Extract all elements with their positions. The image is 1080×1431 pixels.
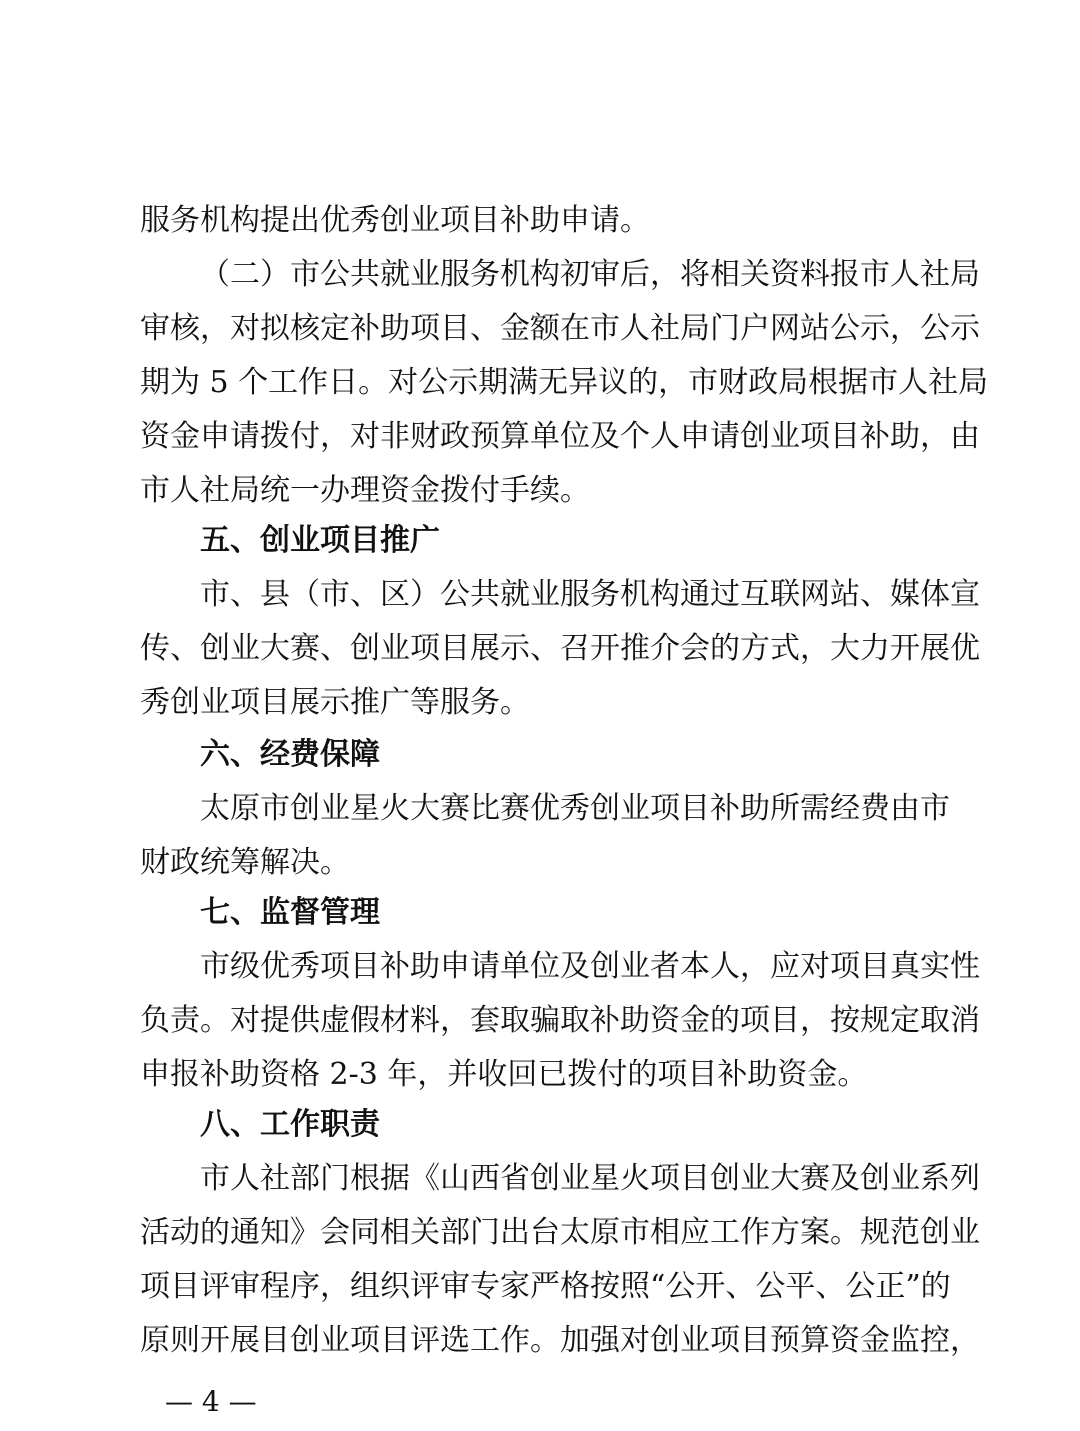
section-heading-8: 八、工作职责 <box>200 1107 380 1142</box>
paragraph-line: 传、创业大赛、创业项目展示、召开推介会的方式，大力开展优 <box>140 631 980 666</box>
paragraph-line: 项目评审程序，组织评审专家严格按照“公开、公平、公正”的 <box>140 1269 951 1304</box>
paragraph-line: 服务机构提出优秀创业项目补助申请。 <box>140 203 650 238</box>
paragraph-line: 财政统筹解决。 <box>140 845 350 880</box>
paragraph-line: 市、县（市、区）公共就业服务机构通过互联网站、媒体宣 <box>200 577 980 612</box>
paragraph-line: 秀创业项目展示推广等服务。 <box>140 685 530 720</box>
paragraph-line: 太原市创业星火大赛比赛优秀创业项目补助所需经费由市 <box>200 791 950 826</box>
section-heading-7: 七、监督管理 <box>200 895 380 930</box>
paragraph-line: 负责。对提供虚假材料，套取骗取补助资金的项目，按规定取消 <box>140 1003 980 1038</box>
paragraph-line: 期为 5 个工作日。对公示期满无异议的，市财政局根据市人社局 <box>140 365 989 400</box>
paragraph-line: 市级优秀项目补助申请单位及创业者本人，应对项目真实性 <box>200 949 980 984</box>
paragraph-line: （二）市公共就业服务机构初审后，将相关资料报市人社局 <box>200 257 980 292</box>
paragraph-line: 原则开展目创业项目评选工作。加强对创业项目预算资金监控， <box>140 1323 980 1358</box>
paragraph-line: 市人社局统一办理资金拨付手续。 <box>140 473 590 508</box>
section-heading-5: 五、创业项目推广 <box>200 523 440 558</box>
paragraph-line: 申报补助资格 2-3 年，并收回已拨付的项目补助资金。 <box>140 1057 868 1092</box>
paragraph-line: 审核，对拟核定补助项目、金额在市人社局门户网站公示，公示 <box>140 311 980 346</box>
page-number: — 4 — <box>165 1385 257 1418</box>
section-heading-6: 六、经费保障 <box>200 737 380 772</box>
paragraph-line: 活动的通知》会同相关部门出台太原市相应工作方案。规范创业 <box>140 1215 980 1250</box>
paragraph-line: 市人社部门根据《山西省创业星火项目创业大赛及创业系列 <box>200 1161 980 1196</box>
paragraph-line: 资金申请拨付，对非财政预算单位及个人申请创业项目补助，由 <box>140 419 980 454</box>
